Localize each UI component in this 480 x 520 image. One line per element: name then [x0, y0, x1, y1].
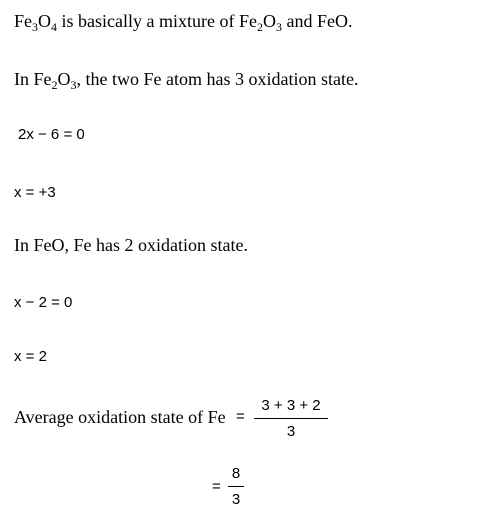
formula-o: O: [38, 11, 51, 31]
fraction-denominator: 3: [231, 491, 241, 508]
statement-fe2o3: [14, 68, 358, 90]
statement-feo: In FeO, Fe has 2 oxidation state.: [14, 235, 248, 255]
text: is basically a mixture of: [57, 11, 239, 31]
equation-2x-minus-6: 2x − 6 = 0: [18, 126, 85, 143]
subscript: 3: [70, 78, 77, 92]
average-label: Average oxidation state of Fe: [14, 407, 226, 427]
fraction-bar: [254, 418, 328, 419]
formula-feo: FeO: [316, 11, 348, 31]
text: , the two Fe atom has 3 oxidation state.: [76, 69, 359, 89]
subscript: 3: [275, 20, 282, 34]
formula-fe: Fe: [14, 11, 32, 31]
statement-mixture: [14, 10, 352, 32]
fraction-numerator: 3 + 3 + 2: [261, 397, 321, 414]
text: In: [14, 69, 34, 89]
fraction-bar: [228, 486, 244, 487]
formula-fe: Fe: [33, 69, 52, 89]
subscript: 2: [51, 78, 58, 92]
formula-o: O: [57, 69, 71, 89]
equation-x-minus-2: x − 2 = 0: [14, 294, 73, 311]
average-fraction: [254, 396, 328, 442]
fraction-numerator: 8: [231, 465, 241, 482]
result-fraction: [228, 464, 244, 510]
equals-sign: =: [236, 408, 245, 425]
formula-o: O: [262, 11, 276, 31]
text: .: [347, 11, 353, 31]
equation-x-plus-3: x = +3: [14, 184, 56, 201]
text: and: [281, 11, 317, 31]
subscript: 4: [51, 20, 57, 34]
equation-x-equals-2: x = 2: [14, 348, 47, 365]
subscript: 2: [256, 20, 263, 34]
subscript: 3: [32, 20, 38, 34]
equals-sign: =: [212, 478, 221, 495]
formula-fe: Fe: [238, 11, 257, 31]
fraction-denominator: 3: [286, 423, 296, 440]
